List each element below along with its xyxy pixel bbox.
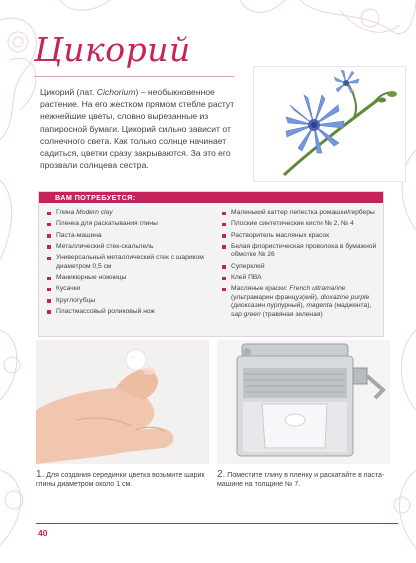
material-item-paints (221, 285, 379, 319)
intro-text: Цикорий (лат. (40, 87, 97, 97)
material-brand: Modern clay (76, 209, 113, 216)
material-text: Растворитель масляных красок (231, 231, 330, 239)
material-item (46, 243, 206, 252)
material-text: (ультрамарин француз(кий), (231, 293, 321, 301)
material-item (46, 254, 206, 271)
material-item (46, 274, 206, 283)
material-text: Маленький каттер лепестка ромашки/герберы (231, 209, 375, 216)
page-number: 40 (38, 528, 48, 538)
step-1-photo (36, 340, 209, 464)
material-text: Пластмассовый роликовый нож (56, 307, 155, 315)
material-item (46, 297, 206, 306)
step-2-number: 2. (217, 469, 226, 480)
material-text: Глина (56, 209, 77, 216)
material-item (221, 232, 379, 241)
step-2-caption (217, 470, 391, 489)
paint-name: sap green (231, 311, 261, 319)
material-text: Суперклей (231, 262, 265, 270)
material-item (46, 285, 206, 294)
materials-box (38, 191, 384, 337)
material-item (221, 243, 379, 260)
materials-right-list (221, 209, 379, 322)
material-item (46, 308, 206, 317)
title-underline (34, 76, 234, 77)
material-text: Маникюрные ножницы (56, 274, 127, 281)
paint-name: dioxazine purple (320, 293, 370, 301)
footer-rule (36, 523, 398, 524)
step-2-text: Поместите глину в пленку и раскатайте в паста-машине на толщине № 7. (217, 472, 385, 489)
chicory-flower-illustration (254, 67, 405, 181)
material-item (221, 220, 379, 229)
pasta-machine-illustration (217, 340, 390, 464)
materials-left-list (46, 209, 206, 319)
material-item (221, 263, 379, 272)
intro-text-rest: ) – необыкновенное растение. На его жестком прямом стебле растут нежнейшие цветы, словно вырезанные из папиросной бумаги. Цикорий сильно зависит от солнечного света. Как только солнце начинает садиться, цветки сразу закрываются. За это его прозвали солнцева сестра. (40, 87, 235, 171)
material-text: (маджента), (332, 302, 372, 310)
material-text: (травяная зеленая) (260, 311, 323, 319)
step-1-number: 1. (36, 469, 45, 480)
material-text: Масляные краски: (231, 285, 290, 293)
hand-holding-clay-ball-illustration (36, 340, 209, 464)
material-item (221, 209, 379, 218)
material-text: Клей ПВА (231, 274, 262, 281)
paint-name: French ultramarine (289, 285, 346, 293)
material-text: Круглогубцы (56, 296, 96, 304)
materials-heading: ВАМ ПОТРЕБУЕТСЯ: (39, 192, 383, 203)
material-text: Пленка для раскатывания глины (56, 220, 158, 228)
material-text: Металлический стек-скальпель (56, 242, 154, 250)
step-1-text: Для создания серединки цветка возьмите шарик глины диаметром около 1 см. (36, 472, 205, 489)
page-title: Цикорий (34, 30, 191, 69)
step-1-caption (36, 470, 210, 489)
material-item (221, 274, 379, 283)
material-text: Универсальный металлический стек с шариком диаметром 0,5 см (56, 254, 204, 270)
step-2-photo (217, 340, 390, 464)
material-item (46, 220, 206, 229)
material-text: Плоские синтетические кисти № 2, № 4 (231, 220, 354, 228)
paint-name: magenta (306, 302, 333, 310)
material-text: (диоксазин пурпурный), (231, 302, 307, 310)
material-text: Паста-машина (56, 231, 102, 239)
material-item (46, 209, 206, 218)
material-item (46, 232, 206, 241)
chicory-flower-photo (253, 66, 406, 182)
material-text: Белая флористическая проволока в бумажной обмотке № 26 (231, 242, 377, 259)
latin-name: Cichorium (96, 87, 136, 97)
intro-paragraph (40, 86, 242, 171)
material-text: Кусачки (56, 285, 81, 293)
